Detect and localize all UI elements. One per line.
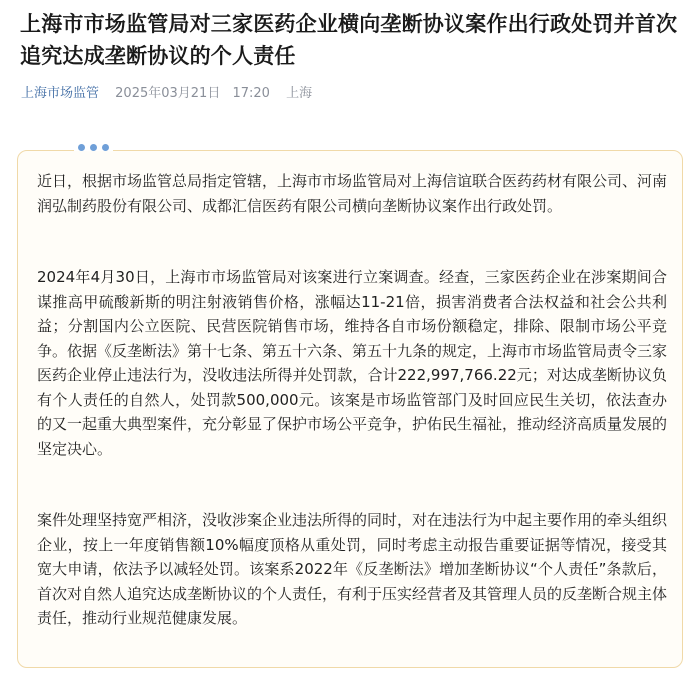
article-paragraph: 案件处理坚持宽严相济，没收涉案企业违法所得的同时，对在违法行为中起主要作用的牵头组织企业，按上一年度销售额10%幅度顶格从重处罚，同时考虑主动报告重要证据等情况，接受其宽大申请，依法予以减轻处罚。该案系2022年《反垄断法》增加垄断协议“个人责任”条款后，首次对自然人追究达成垄断协议的个人责任，有利于压实经营者及其管理人员的反垄断合规主体责任，推动行业规范健康发展。 (37, 511, 668, 627)
card-decoration-dots (74, 144, 113, 151)
article-date: 2025年03月21日 (115, 86, 221, 101)
article-paragraph: 近日，根据市场监管总局指定管辖，上海市市场监管局对上海信谊联合医药药材有限公司、河南润弘制药股份有限公司、成都汇信医药有限公司横向垄断协议案作出行政处罚。 (37, 172, 668, 215)
article-title: 上海市市场监管局对三家医药企业横向垄断协议案作出行政处罚并首次追究达成垄断协议的个人责任 (20, 12, 678, 68)
article-source-link[interactable]: 上海市场监管 (21, 86, 100, 101)
dot-icon (78, 144, 85, 151)
article-paragraph: 2024年4月30日，上海市市场监管局对该案进行立案调查。经查，三家医药企业在涉案期间合谋推高甲硫酸新斯的明注射液销售价格，涨幅达11-21倍，损害消费者合法权益和社会公共利益；分割国内公立医院、民营医院销售市场，维持各自市场份额稳定，排除、限制市场公平竞争。依据《反垄断法》第十七条、第五十六条、第五十九条的规定，上海市市场监管局责令三家医药企业停止违法行为，没收违法所得并处罚款，合计222,997,766.22元；对达成垄断协议负有个人责任的自然人，处罚款500,000元。该案是市场监管部门及时回应民生关切，依法查办的又一起重大典型案件，充分彰显了保护市场公平竞争，护佑民生福祉，推动经济高质量发展的坚定决心。 (37, 268, 668, 458)
article-time: 17:20 (232, 86, 270, 101)
article-meta (21, 85, 312, 103)
dot-icon (90, 144, 97, 151)
article-location: 上海 (286, 86, 313, 101)
dot-icon (102, 144, 109, 151)
